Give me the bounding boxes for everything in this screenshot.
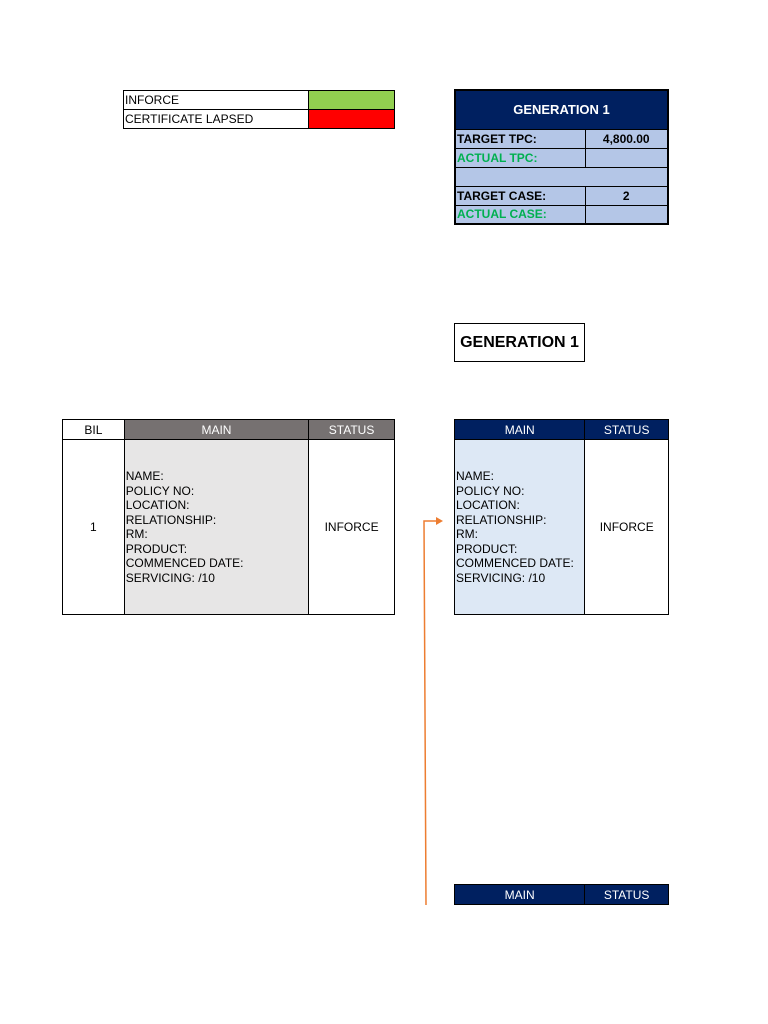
status-cell: INFORCE	[309, 440, 395, 615]
relationship-field: RELATIONSHIP:	[125, 512, 217, 527]
status-header: STATUS	[309, 420, 395, 440]
target-tpc-label: TARGET TPC:	[455, 129, 585, 148]
servicing-field: SERVICING: /10	[125, 570, 215, 585]
name-field: NAME:	[125, 469, 164, 483]
rm-field: RM:	[456, 527, 478, 541]
actual-case-row	[455, 205, 668, 224]
actual-tpc-row	[455, 148, 668, 167]
status-legend	[123, 90, 395, 129]
target-tpc-value[interactable]: 4,800.00	[585, 129, 668, 148]
legend-row-inforce	[124, 91, 395, 110]
policy-no-field: POLICY NO:	[456, 483, 525, 498]
generation-label-box: GENERATION 1	[454, 323, 585, 362]
legend-row-lapsed	[124, 110, 395, 129]
actual-tpc-value[interactable]	[585, 148, 668, 167]
connector-line	[424, 521, 440, 905]
main-header: MAIN	[455, 885, 585, 905]
target-case-row	[455, 186, 668, 205]
policy-info-cell[interactable]	[455, 440, 585, 615]
main-header: MAIN	[124, 420, 308, 440]
spacer-row	[455, 167, 668, 186]
status-header: STATUS	[585, 420, 669, 440]
location-field: LOCATION:	[456, 498, 520, 512]
bil-cell: 1	[63, 440, 125, 615]
target-tpc-row	[455, 129, 668, 148]
product-field: PRODUCT:	[456, 541, 518, 556]
record-table-navy-next	[454, 884, 669, 905]
spacer-cell	[455, 167, 668, 186]
status-header: STATUS	[585, 885, 669, 905]
target-panel-title: GENERATION 1	[455, 90, 668, 129]
table-row	[455, 440, 669, 615]
commenced-date-field: COMMENCED DATE:	[125, 556, 244, 570]
status-cell: INFORCE	[585, 440, 669, 615]
table-header-row	[455, 885, 669, 905]
rm-field: RM:	[125, 527, 148, 541]
target-case-label: TARGET CASE:	[455, 186, 585, 205]
record-table-navy	[454, 419, 669, 615]
actual-case-label: ACTUAL CASE:	[455, 205, 585, 224]
commenced-date-field: COMMENCED DATE:	[456, 556, 574, 570]
legend-swatch-lapsed	[309, 110, 395, 129]
generation-target-panel	[454, 89, 669, 225]
bil-header: BIL	[63, 420, 125, 440]
location-field: LOCATION:	[125, 498, 190, 512]
legend-label-inforce: INFORCE	[124, 91, 309, 110]
legend-swatch-inforce	[309, 91, 395, 110]
target-case-value[interactable]: 2	[585, 186, 668, 205]
table-header-row	[455, 420, 669, 440]
legend-label-lapsed: CERTIFICATE LAPSED	[124, 110, 309, 129]
name-field: NAME:	[456, 469, 495, 483]
policy-info-cell[interactable]	[124, 440, 308, 615]
relationship-field: RELATIONSHIP:	[456, 512, 547, 527]
actual-case-value[interactable]	[585, 205, 668, 224]
actual-tpc-label: ACTUAL TPC:	[455, 148, 585, 167]
record-table-gray	[62, 419, 395, 615]
policy-no-field: POLICY NO:	[125, 483, 195, 498]
product-field: PRODUCT:	[125, 541, 188, 556]
table-row	[63, 440, 395, 615]
servicing-field: SERVICING: /10	[456, 570, 546, 585]
table-header-row	[63, 420, 395, 440]
arrowhead-icon	[436, 517, 443, 525]
main-header: MAIN	[455, 420, 585, 440]
